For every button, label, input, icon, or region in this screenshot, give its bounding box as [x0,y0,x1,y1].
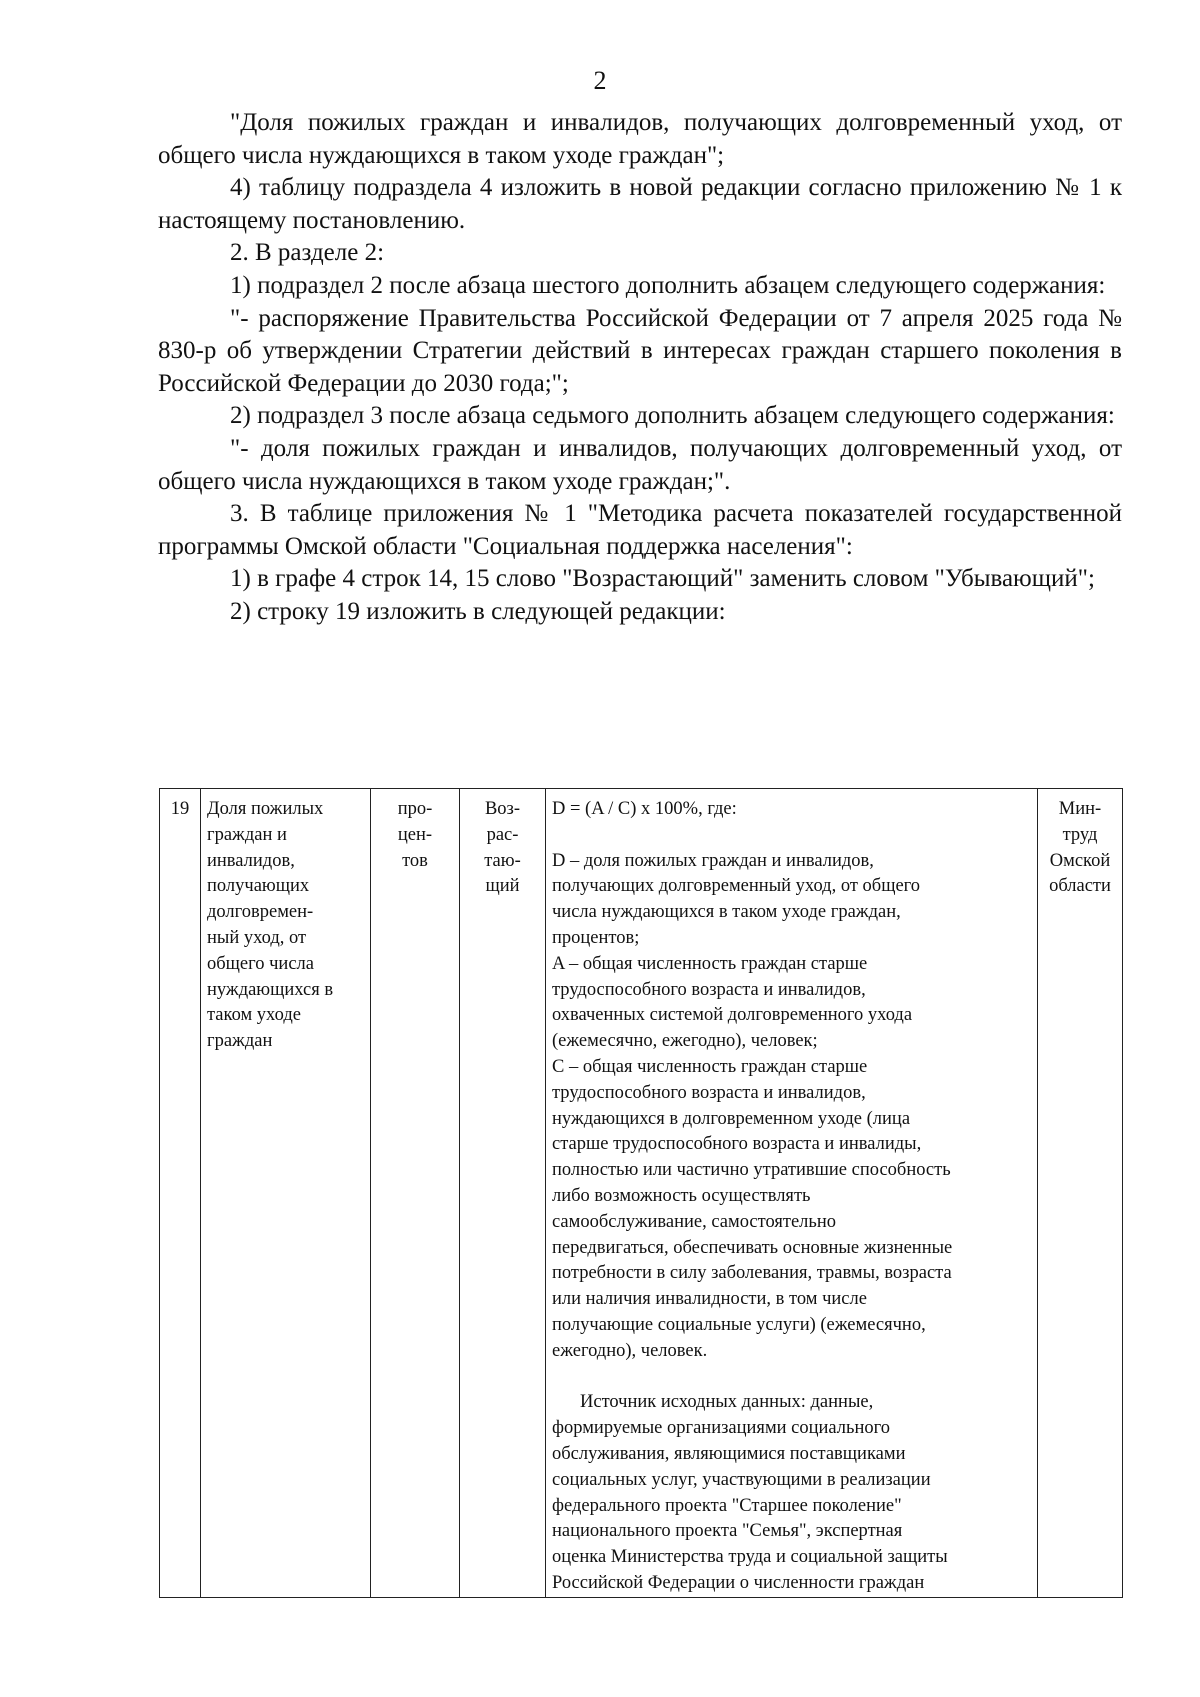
indicator-name-line: граждан и [207,824,287,845]
paragraph-item-4: 4) таблицу подраздела 4 изложить в новой редакции согласно приложению № 1 к настоящему постановлению. [158,174,1122,234]
page-number: 2 [593,66,607,95]
direction-line: таю- [484,850,521,871]
responsible-line: Омской [1049,850,1111,871]
paragraph-appendix-1-table: 3. В таблице приложения № 1 "Методика расчета показателей государственной программы Омской области "Социальная поддержка населения": [158,500,1122,560]
paragraph-indicator-name: "Доля пожилых граждан и инвалидов, получающих долговременный уход, от общего числа нуждающихся в таком уходе граждан"; [158,109,1122,169]
direction-line: Воз- [484,799,521,819]
method-line: (ежемесячно, ежегодно), человек; [552,1031,818,1052]
source-line: формируемые организациями социального [552,1418,891,1439]
method-line: трудоспособного возраста и инвалидов, [552,1082,866,1103]
method-line: процентов; [552,927,640,948]
paragraph-subsection-2-amendment: 1) подраздел 2 после абзаца шестого дополнить абзацем следующего содержания: [230,271,1106,299]
method-line: получающих долговременный уход, от общего [552,876,921,897]
paragraph-section-2-heading: 2. В разделе 2: [230,239,385,267]
document-body [158,107,1122,629]
source-line: федерального проекта "Старшее поколение" [552,1495,902,1516]
paragraph-subsection-3-amendment: 2) подраздел 3 после абзаца седьмого дополнить абзацем следующего содержания: [230,402,1115,430]
method-line: передвигаться, обеспечивать основные жизненные [552,1237,953,1258]
indicator-name-line: получающих [207,876,310,897]
cell-indicator-name [201,789,371,1598]
cell-calculation-method [546,789,1038,1598]
source-line: социальных услуг, участвующими в реализации [552,1469,931,1490]
unit-line: цен- [397,824,433,845]
source-line: оценка Министерства труда и социальной защиты [552,1547,948,1568]
paragraph-column-4-replace: 1) в графе 4 строк 14, 15 слово "Возрастающий" заменить словом "Убывающий"; [230,565,1095,593]
indicator-name-line: таком уходе [207,1005,301,1026]
method-line: потребности в силу заболевания, травмы, возраста [552,1263,952,1284]
direction-line: рас- [486,824,519,845]
indicator-name-line: общего числа [207,953,314,974]
indicator-name-line: граждан [207,1031,273,1052]
unit-line: про- [397,799,433,819]
paragraph-government-order: "- распоряжение Правительства Российской Федерации от 7 апреля 2025 года № 830-р об утверждении Стратегии действий в интересах граждан старшего поколения в Российской Федерации до 2030 года;"; [158,304,1122,397]
table-row [160,789,1123,1598]
source-line: национального проекта "Семья", экспертная [552,1521,903,1542]
method-line: или наличия инвалидности, в том числе [552,1289,867,1310]
unit-line: тов [402,850,428,871]
indicator-name-line: нуждающихся в [207,979,334,1000]
indicator-name-line: Доля пожилых [207,799,324,819]
cell-unit [371,789,460,1598]
method-line: ежегодно), человек. [552,1340,708,1361]
direction-line: щий [485,876,520,897]
source-line: Российской Федерации о численности граждан [552,1572,925,1593]
indicator-table [159,788,1123,1598]
responsible-line: Мин- [1058,799,1102,819]
responsible-line: труд [1062,824,1098,845]
formula: D = (A / C) x 100%, где: [552,799,737,819]
method-line: полностью или частично утратившие способность [552,1160,951,1181]
responsible-line: области [1049,876,1111,897]
method-line: либо возможность осуществлять [552,1185,811,1206]
spacer [552,823,1031,849]
method-line: старше трудоспособного возраста и инвалиды, [552,1134,922,1155]
spacer [552,1365,1031,1391]
cell-row-number: 19 [160,789,201,1598]
indicator-name-line: долговремен- [207,902,314,923]
method-line: A – общая численность граждан старше [552,953,868,974]
paragraph-indicator-quote: "- доля пожилых граждан и инвалидов, получающих долговременный уход, от общего числа нуждающихся в таком уходе граждан;". [158,434,1122,495]
indicator-name-line: ный уход, от [207,927,307,948]
cell-direction [460,789,546,1598]
method-line: трудоспособного возраста и инвалидов, [552,979,866,1000]
method-line: охваченных системой долговременного ухода [552,1005,913,1026]
method-line: самообслуживание, самостоятельно [552,1211,837,1232]
paragraph-row-19-intro: 2) строку 19 изложить в следующей редакции: [230,597,726,625]
method-line: нуждающихся в долговременном уходе (лица [552,1108,911,1129]
indicator-name-line: инвалидов, [207,850,295,871]
source-line: Источник исходных данных: данные, [580,1392,874,1413]
method-line: D – доля пожилых граждан и инвалидов, [552,850,874,871]
method-line: C – общая численность граждан старше [552,1056,868,1077]
method-line: числа нуждающихся в таком уходе граждан, [552,902,901,923]
cell-responsible [1038,789,1123,1598]
method-line: получающие социальные услуги) (ежемесячно, [552,1314,926,1335]
source-line: обслуживания, являющимися поставщиками [552,1443,906,1464]
